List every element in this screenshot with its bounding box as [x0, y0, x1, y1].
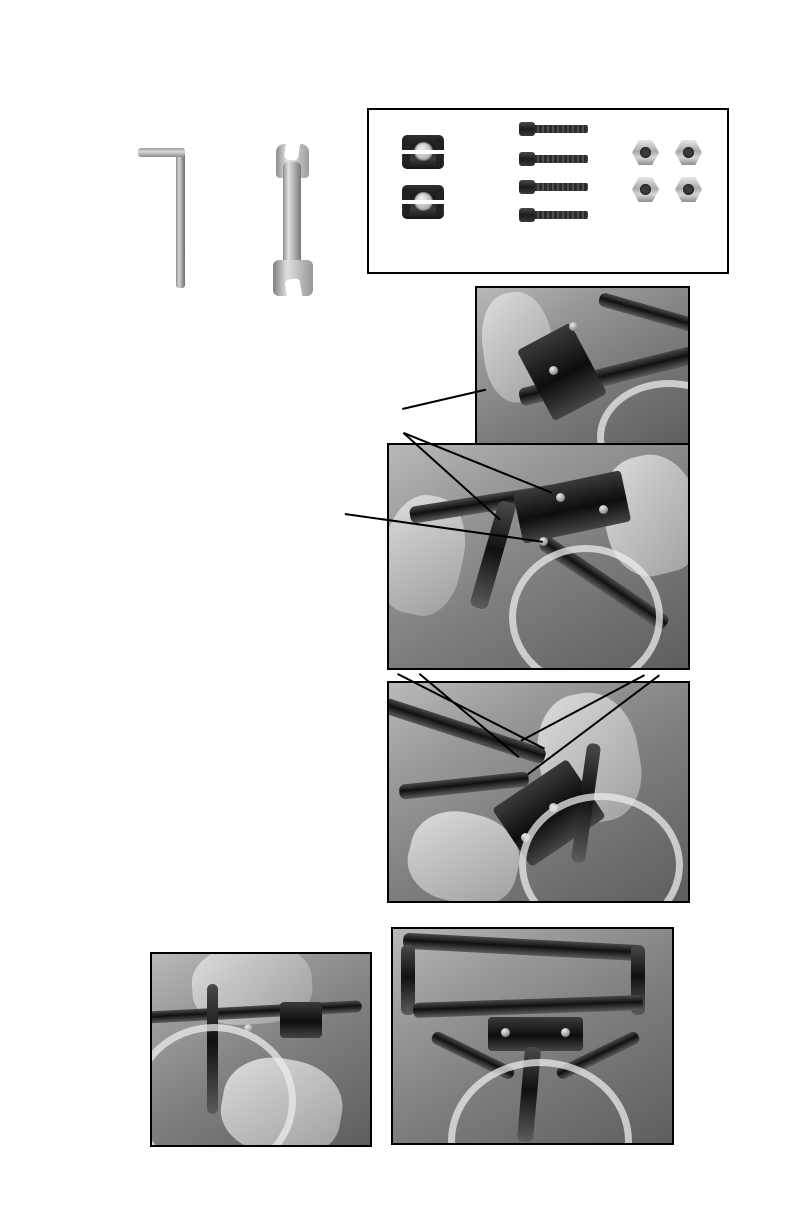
wrench-bottom-jaw-gap: [284, 278, 302, 300]
parts-panel: [367, 108, 729, 274]
figure-top-clamp-install: [475, 286, 690, 446]
nut-bore: [683, 184, 694, 195]
bolt-shaft: [534, 155, 588, 163]
bolt-4: [519, 208, 588, 222]
bolt-shaft: [534, 125, 588, 133]
clamp-half-1: [402, 135, 444, 169]
nut-2: [675, 140, 702, 165]
figure-completed-assembly: [391, 927, 674, 1145]
nut-bore: [640, 147, 651, 158]
bolt-2: [519, 152, 588, 166]
bolt-head-detail: [599, 505, 608, 514]
nut-bore: [640, 184, 651, 195]
bolt-head-detail: [501, 1028, 510, 1037]
handlebar-left-grip: [401, 945, 415, 1015]
bolt-head-detail: [556, 493, 565, 502]
bolt-head: [519, 208, 535, 222]
figure-handlebar-clamp-alignment: [387, 443, 690, 670]
allen-key-illustration: [138, 148, 198, 288]
clamp-assembly: [280, 1002, 322, 1038]
bolt-shaft: [534, 183, 588, 191]
nut-3: [632, 177, 659, 202]
clamp-half-2: [402, 185, 444, 219]
leader-line-1: [402, 389, 486, 410]
nut-bore: [683, 147, 694, 158]
allen-key-long-arm: [176, 148, 185, 288]
bolt-head: [519, 122, 535, 136]
clamp-split-line: [402, 150, 444, 154]
nut-4: [675, 177, 702, 202]
allen-key-short-arm: [138, 148, 185, 157]
open-end-wrench-illustration: [265, 144, 321, 296]
bolt-head-detail: [569, 322, 578, 331]
clamp-split-line: [402, 200, 444, 204]
bolt-head: [519, 180, 535, 194]
figure-bolt-tightening: [387, 681, 690, 903]
bolt-shaft: [534, 211, 588, 219]
bolt-1: [519, 122, 588, 136]
bolt-head-detail: [561, 1028, 570, 1037]
nut-1: [632, 140, 659, 165]
wrench-top-jaw-gap: [284, 141, 300, 161]
bolt-head-detail: [549, 366, 558, 375]
figure-wrench-detail: [150, 952, 372, 1147]
bolt-head: [519, 152, 535, 166]
bolt-3: [519, 180, 588, 194]
